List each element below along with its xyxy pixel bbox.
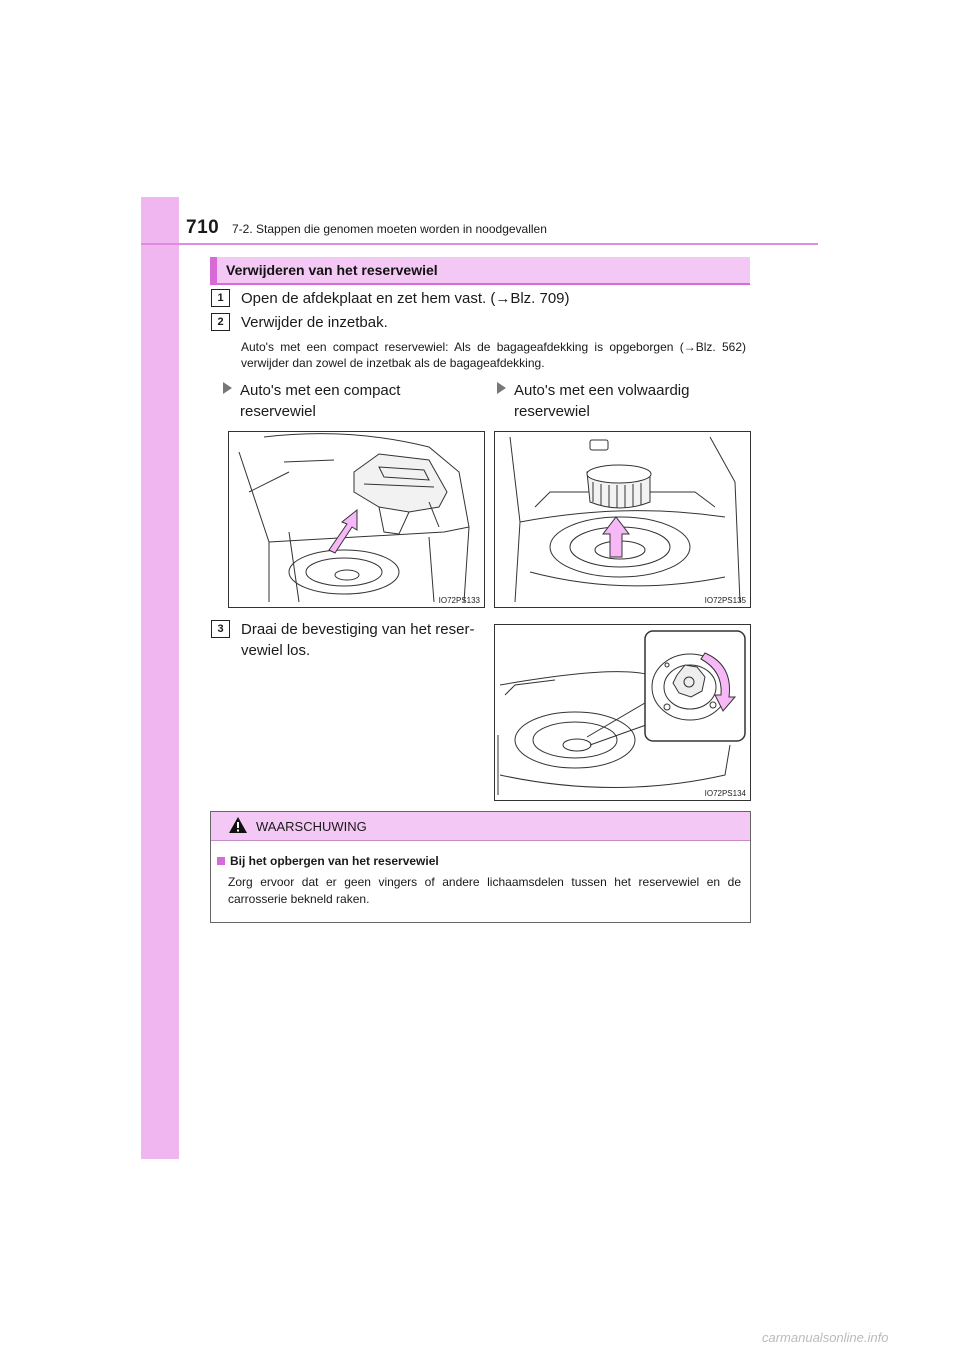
triangle-bullet-icon bbox=[223, 382, 232, 394]
warning-box bbox=[210, 811, 751, 923]
warning-subtitle-row bbox=[217, 854, 439, 868]
condition-full-line2: reservewiel bbox=[514, 403, 590, 420]
figure-code: IO72PS133 bbox=[438, 596, 480, 605]
illustration-fastener-detail bbox=[495, 625, 750, 800]
condition-compact-line1: Auto's met een compact bbox=[240, 382, 401, 399]
page-sidebar-tab bbox=[141, 197, 179, 1159]
watermark-text: carmanualsonline.info bbox=[762, 1330, 889, 1345]
condition-full-line1: Auto's met een volwaardig bbox=[514, 382, 690, 399]
step-1-text: Open de afdekplaat en zet hem vast. (→Blz. 709) bbox=[241, 290, 570, 307]
condition-compact-line2: reservewiel bbox=[240, 403, 316, 420]
step-3-text bbox=[241, 619, 481, 661]
warning-subtitle: Bij het opbergen van het reservewiel bbox=[230, 854, 439, 868]
figure-code: IO72PS135 bbox=[704, 596, 746, 605]
warning-body: Zorg ervoor dat er geen vingers of andere lichaamsdelen tussen het reservewiel en de carrosserie bekneld raken. bbox=[228, 875, 741, 906]
square-bullet-icon bbox=[217, 857, 225, 865]
step-number-3 bbox=[211, 620, 230, 638]
section-accent-bar bbox=[210, 257, 217, 283]
step-2-text: Verwijder de inzetbak. bbox=[241, 314, 388, 331]
step-number-1: 1 bbox=[211, 289, 230, 307]
illustration-trunk-spare bbox=[495, 432, 750, 607]
figure-loosen-fastener bbox=[494, 624, 751, 801]
condition-full-spare bbox=[497, 380, 689, 422]
figure-code: IO72PS134 bbox=[704, 789, 746, 798]
warning-header bbox=[211, 812, 750, 841]
illustration-trunk-tray bbox=[229, 432, 484, 607]
condition-compact-spare bbox=[223, 380, 400, 422]
triangle-bullet-icon bbox=[497, 382, 506, 394]
page-number: 710 bbox=[186, 217, 220, 238]
warning-label: WAARSCHUWING bbox=[256, 819, 367, 834]
header-divider bbox=[141, 243, 818, 245]
section-heading bbox=[210, 257, 750, 283]
figure-compact-spare-tray bbox=[228, 431, 485, 608]
chapter-title: 7-2. Stappen die genomen moeten worden in noodgevallen bbox=[232, 222, 547, 236]
step-number-2: 2 bbox=[211, 313, 230, 331]
step-2-note: Auto's met een compact reservewiel: Als de bagageafdekking is opgeborgen (→Blz. 562) verwijder dan zowel de inzetbak als de bagageafdekking. bbox=[241, 340, 746, 370]
section-title: Verwijderen van het reservewiel bbox=[226, 262, 438, 278]
section-underline bbox=[210, 283, 750, 285]
figure-full-spare-tray bbox=[494, 431, 751, 608]
step-number-3-label: 3 bbox=[217, 623, 224, 635]
step-3-line2: vewiel los. bbox=[241, 642, 311, 659]
warning-triangle-icon bbox=[228, 815, 248, 835]
step-3-line1: Draai de bevestiging van het reser- bbox=[241, 621, 475, 638]
